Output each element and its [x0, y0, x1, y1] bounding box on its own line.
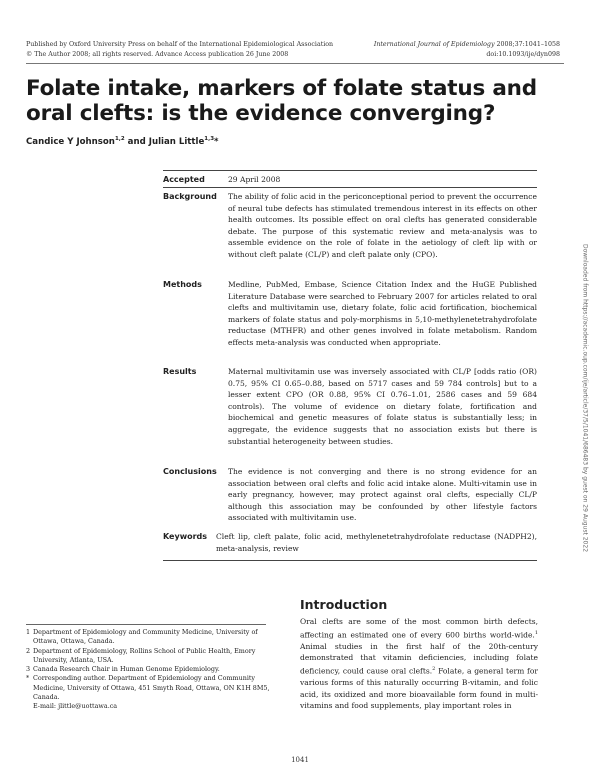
doi[interactable]: doi:10.1093/ije/dyn098 [486, 50, 560, 58]
journal-name[interactable]: International Journal of Epidemiology [373, 41, 495, 48]
header-rule [26, 63, 564, 64]
download-watermark [581, 218, 589, 578]
footnote: 3 Canada Research Chair in Human Genome Epidemiology. [26, 665, 220, 674]
abstract-keywords [163, 531, 537, 555]
abstract-bottom-rule [163, 560, 537, 561]
keywords-text: Cleft lip, cleft palate, folic acid, methylenetetrahydrofolate reductase (NADPH2), meta-analysis, review [216, 532, 537, 553]
conclusions-text: The evidence is not converging and there is no strong evidence for an association between oral clefts and folic acid intake alone. Multi-vitamin use in early pregnancy, however, may protect against oral clefts, especially CL/P although this association may be confounded by other lifestyle factors associated with multivitamin use. [228, 467, 537, 523]
accepted-date: 29 April 2008 [228, 175, 281, 184]
introduction-paragraph: Oral clefts are some of the most common birth defects, affecting an estimated one of every 600 births world-wide.$^1$ Animal studies in the first half of the 20th-century demonstrated that vitamin deficiencies, including folate deficiency, could cause oral clefts.$^2$ Folate, a general term for various forms of this naturally occurring B-vitamin, and folic acid, its oxidized and more bioavailable form found in multi-vitamins and food supplements, play important roles in [300, 617, 538, 711]
background-label: Background [163, 192, 217, 201]
results-text: Maternal multivitamin use was inversely associated with CL/P [odds ratio (OR) 0.75, 95% CI 0.65–0.88, based on 5717 cases and 59 784 controls] but to a lesser extent CPO (OR 0.88, 95% CI 0.76–1.01, 2586 cases and 59 684 controls). The volume of evidence on dietary folate, fortification and biochemical and genetic measures of folate status is substantially less; in aggregate, the evidence suggests that no association exists but there is substantial heterogeneity between studies. [228, 367, 537, 446]
download-note: Downloaded from https://academic.oup.com/ije/article/37/5/1041/686483 by guest on 29 August 2022 [581, 243, 589, 553]
corresponding-marker: * [214, 136, 219, 147]
footnote: 1 Department of Epidemiology and Community Medicine, University of Ottawa, Ottawa, Canada. [26, 628, 258, 646]
journal-header [310, 40, 560, 59]
accepted-label: Accepted [163, 175, 205, 184]
email[interactable]: E-mail: jlittle@uottawa.ca [33, 702, 118, 711]
author-list [26, 136, 219, 147]
author-conjunction: and [124, 136, 149, 147]
reference-marker[interactable]: 2 [432, 665, 436, 672]
publisher-header [26, 40, 356, 59]
affiliation-marker: 1,3 [204, 136, 215, 142]
footnote-rule [26, 624, 266, 625]
conclusions-label: Conclusions [163, 467, 217, 476]
author-name[interactable]: Candice Y Johnson [26, 136, 115, 147]
abstract-accepted [163, 174, 537, 188]
abstract-results [163, 366, 537, 460]
copyright-line: © The Author 2008; all rights reserved. Advance Access publication 26 June 2008 [26, 50, 289, 58]
publisher-line: Published by Oxford University Press on behalf of the International Epidemiological Association [26, 41, 334, 48]
methods-text: Medline, PubMed, Embase, Science Citation Index and the HuGE Published Literature Database were searched to February 2007 for articles related to oral clefts and multivitamin use, dietary folate, folic acid fortification, biochemical markers of folate status and poly-morphisms in 5,10-methylenetetrahydrofolate reductase (MTHFR) and other genes involved in folate metabolism. Random effects meta-analysis was conducted when appropriate. [228, 280, 537, 347]
abstract-background [163, 191, 537, 273]
footnote: 2 Department of Epidemiology, Rollins School of Public Health, Emory University, Atlanta, USA. [26, 646, 256, 664]
abstract-rule [163, 187, 537, 188]
author-name[interactable]: Julian Little [148, 136, 205, 147]
abstract-conclusions [163, 466, 537, 526]
page-number: 1041 [291, 756, 309, 764]
journal-citation: 2008;37:1041–1058 [494, 41, 560, 48]
footnotes [26, 628, 276, 712]
introduction-heading: Introduction [300, 597, 388, 612]
footnote: * Corresponding author. Department of Epidemiology and Community Medicine, University of Ottawa, 451 Smyth Road, Ottawa, ON K1H 8M5, Canada. [26, 674, 270, 702]
keywords-label: Keywords [163, 532, 208, 541]
reference-marker[interactable]: 1 [534, 629, 538, 636]
article-title: Folate intake, markers of folate status and oral clefts: is the evidence converging? [26, 76, 537, 126]
abstract-top-rule [163, 170, 537, 171]
affiliation-marker: 1,2 [114, 136, 125, 142]
background-text: The ability of folic acid in the periconceptional period to prevent the occurrence of neural tube defects has stimulated tremendous interest in its effects on other health outcomes. Its possible effect on oral clefts has generated considerable debate. The purpose of this systematic review and meta-analysis was to assemble evidence on the role of folate in the aetiology of cleft lip with or without cleft palate (CL/P) and cleft palate only (CPO). [228, 192, 537, 259]
results-label: Results [163, 367, 197, 376]
abstract-methods [163, 279, 537, 361]
methods-label: Methods [163, 280, 202, 289]
